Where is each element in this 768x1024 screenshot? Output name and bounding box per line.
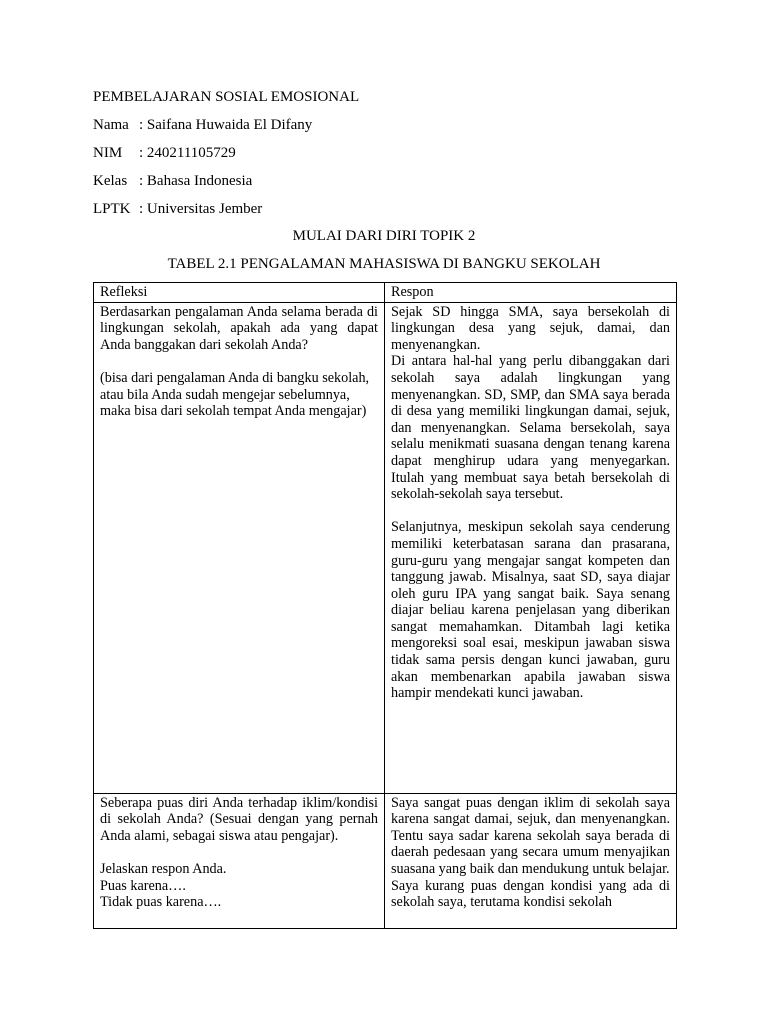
- refleksi-question: Seberapa puas diri Anda terhadap iklim/kondisi di sekolah Anda? (Sesuai dengan yang pernah Anda alami, sebagai siswa atau pengajar).: [100, 794, 378, 844]
- refleksi-instruction: Jelaskan respon Anda.: [100, 860, 227, 877]
- field-nim: [93, 144, 236, 162]
- table-row: [94, 302, 677, 793]
- respon-paragraph: Selanjutnya, meskipun sekolah saya cenderung memiliki keterbatasan sarana dan prasarana, guru-guru yang mengajar sangat kompeten dan tanggung jawab. Misalnya, saat SD, saya diajar oleh guru IPA yang sangat baik. Saya senang diajar beliau karena penjelasan yang diberikan sangat memahamkan. Ditambah lagi ketika mengoreksi soal esai, meskipun jawaban siswa tidak sama persis dengan kunci jawaban, guru akan membenarkan apabila jawaban siswa hampir mendekati kunci jawaban.: [391, 519, 670, 702]
- refleksi-cell: [94, 793, 385, 928]
- field-value: : Universitas Jember: [139, 201, 263, 217]
- refleksi-question: Berdasarkan pengalaman Anda selama berada di lingkungan sekolah, apakah ada yang dapat Anda banggakan dari sekolah Anda?: [100, 303, 378, 353]
- field-label: NIM: [93, 145, 123, 161]
- field-value: : Bahasa Indonesia: [139, 173, 253, 189]
- table-row: [94, 793, 677, 928]
- refleksi-cell: [94, 302, 385, 793]
- field-label: LPTK: [93, 201, 131, 217]
- refleksi-note: (bisa dari pengalaman Anda di bangku sekolah, atau bila Anda sudah mengejar sebelumnya, maka bisa dari sekolah tempat Anda mengajar): [100, 369, 370, 420]
- field-value: : 240211105729: [139, 145, 236, 161]
- respon-paragraph: Sejak SD hingga SMA, saya bersekolah di lingkungan desa yang sejuk, damai, dan menyenangkan.: [391, 303, 670, 353]
- field-lptk: [93, 200, 262, 218]
- table-title: TABEL 2.1 PENGALAMAN MAHASISWA DI BANGKU SEKOLAH: [167, 256, 601, 272]
- respon-paragraph: Saya sangat puas dengan iklim di sekolah saya karena sangat damai, sejuk, dan menyenangkan. Tentu saya sadar karena sekolah saya berada di daerah pedesaan yang secara umum menyajikan suasana yang baik dan mendukung untuk belajar.: [391, 794, 670, 877]
- field-nama: [93, 116, 312, 134]
- field-label: Nama: [93, 117, 129, 133]
- field-value: : Saifana Huwaida El Difany: [139, 117, 313, 133]
- respon-cell: [385, 302, 677, 793]
- table-header-row: [94, 283, 677, 303]
- refleksi-prompt: Tidak puas karena….: [100, 894, 222, 911]
- field-label: Kelas: [93, 173, 128, 189]
- column-header-respon: Respon: [385, 283, 677, 303]
- reflection-table: [93, 282, 677, 929]
- refleksi-prompt: Puas karena….: [100, 877, 186, 894]
- column-header-refleksi: Refleksi: [94, 283, 385, 303]
- respon-cell: [385, 793, 677, 928]
- document-title: PEMBELAJARAN SOSIAL EMOSIONAL: [93, 89, 360, 105]
- respon-paragraph: Di antara hal-hal yang perlu dibanggakan dari sekolah saya adalah lingkungan yang menyenangkan. SD, SMP, dan SMA saya berada di desa yang memiliki lingkungan damai, sejuk, dan menyenangkan. Selama bersekolah, saya selalu menikmati suasana dengan tenang karena dapat menghirup udara yang menyegarkan. Itulah yang membuat saya betah bersekolah di sekolah-sekolah saya tersebut.: [391, 353, 670, 503]
- respon-paragraph: Saya kurang puas dengan kondisi yang ada di sekolah saya, terutama kondisi sekolah: [391, 877, 670, 911]
- field-kelas: [93, 172, 252, 190]
- section-title: MULAI DARI DIRI TOPIK 2: [292, 228, 476, 244]
